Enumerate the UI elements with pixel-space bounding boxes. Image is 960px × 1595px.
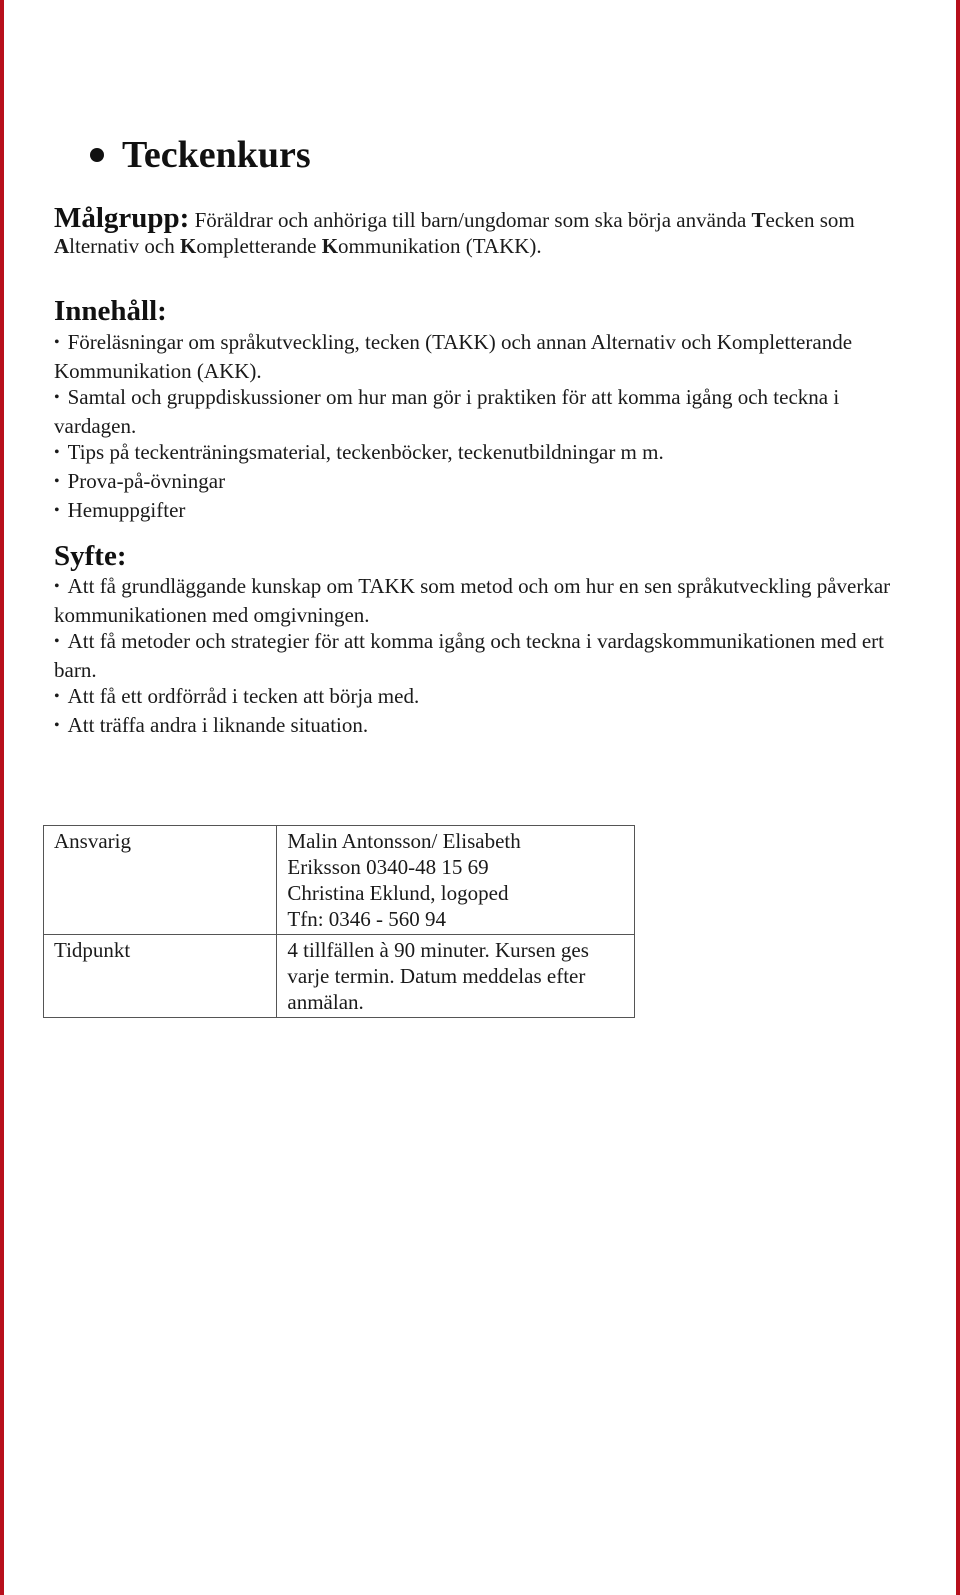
list-item: • Att träffa andra i liknande situation.	[54, 713, 369, 737]
table-row	[44, 826, 635, 935]
table-row	[44, 935, 635, 1018]
table-value-line: Christina Eklund, logoped	[287, 881, 509, 905]
innehall-heading: Innehåll:	[54, 295, 167, 327]
table-value-cell	[277, 935, 635, 1018]
bullet-icon: •	[54, 688, 64, 705]
syfte-list	[54, 573, 910, 741]
list-item: • Tips på teckenträningsmaterial, teckenböcker, teckenutbildningar m m.	[54, 440, 664, 464]
page-edge-right	[956, 0, 960, 1595]
list-item: • Att få metoder och strategier för att komma igång och teckna i vardagskommunikationen med ert barn.	[54, 629, 885, 682]
table-value-cell	[277, 826, 635, 935]
title-row	[90, 136, 311, 174]
malgrupp-paragraph	[54, 202, 910, 259]
innehall-list	[54, 329, 910, 526]
bullet-icon: •	[54, 389, 64, 406]
syfte-heading: Syfte:	[54, 540, 127, 572]
bullet-icon: •	[54, 578, 64, 595]
list-item: • Hemuppgifter	[54, 498, 186, 522]
table-value-line: Malin Antonsson/ Elisabeth	[287, 829, 521, 853]
page-edge-left	[0, 0, 4, 1595]
malgrupp-emphasis: K	[321, 234, 339, 258]
title-bullet-icon	[90, 148, 104, 162]
list-item: • Att få ett ordförråd i tecken att börja med.	[54, 684, 420, 708]
table-value-line: Tfn: 0346 - 560 94	[287, 907, 447, 931]
list-item: • Föreläsningar om språkutveckling, tecken (TAKK) och annan Alternativ och Kompletterande Kommunikation (AKK).	[54, 330, 853, 383]
page-title: Teckenkurs	[122, 134, 311, 176]
info-table	[43, 825, 635, 1018]
malgrupp-text: lternativ och	[69, 234, 180, 258]
list-item: • Samtal och gruppdiskussioner om hur man gör i praktiken för att komma igång och teckna i vardagen.	[54, 385, 840, 438]
list-item: • Att få grundläggande kunskap om TAKK som metod och om hur en sen språkutveckling påverkar kommunikationen med omgivningen.	[54, 574, 891, 627]
table-value-line: varje termin. Datum meddelas efter	[287, 964, 586, 988]
malgrupp-text: ommunikation (TAKK).	[338, 234, 542, 258]
table-value-line: 4 tillfällen à 90 minuter. Kursen ges	[287, 938, 589, 962]
malgrupp-heading: Målgrupp:	[54, 202, 190, 234]
list-item: • Prova-på-övningar	[54, 469, 226, 493]
bullet-icon: •	[54, 334, 64, 351]
table-label-cell: Tidpunkt	[44, 935, 277, 1018]
malgrupp-text: Föräldrar och anhöriga till barn/ungdomar som ska börja använda	[189, 208, 752, 232]
malgrupp-text: ecken som	[765, 208, 855, 232]
malgrupp-emphasis: K	[179, 234, 197, 258]
bullet-icon: •	[54, 473, 64, 490]
table-value-line: Eriksson 0340-48 15 69	[287, 855, 489, 879]
bullet-icon: •	[54, 633, 64, 650]
bullet-icon: •	[54, 444, 64, 461]
bullet-icon: •	[54, 717, 64, 734]
bullet-icon: •	[54, 502, 64, 519]
malgrupp-text: ompletterande	[196, 234, 322, 258]
table-value-line: anmälan.	[287, 990, 364, 1014]
table-label-cell: Ansvarig	[44, 826, 277, 935]
malgrupp-emphasis: A	[54, 234, 70, 258]
malgrupp-emphasis: T	[751, 208, 766, 232]
